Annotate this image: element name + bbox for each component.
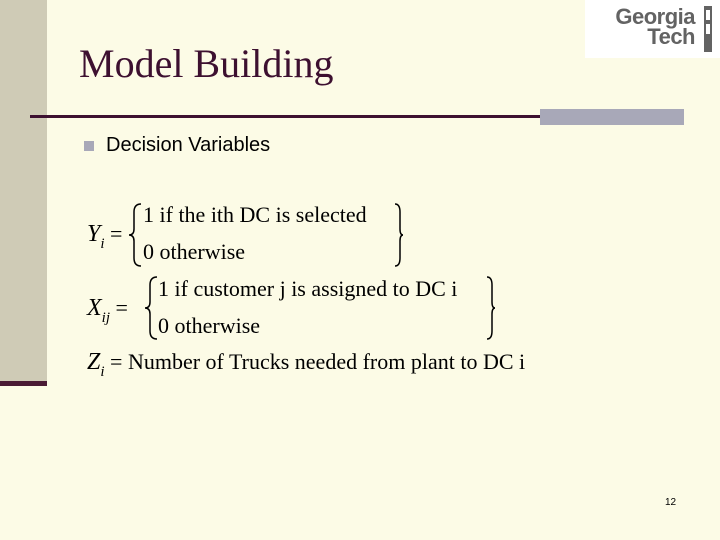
equation-y-lhs <box>87 221 122 253</box>
equation-y-case-2: 0 otherwise <box>143 239 246 264</box>
bullet-square-icon <box>84 141 94 151</box>
equation-y-right-brace <box>393 202 405 268</box>
logo-line-2: Tech <box>647 24 695 49</box>
equation-x-case-1: 1 if customer j is assigned to DC i <box>158 276 458 301</box>
equation-z-eq: = <box>110 349 123 374</box>
georgia-tech-logo <box>585 0 720 58</box>
logo-wordmark <box>593 4 695 49</box>
equation-x-right-brace <box>485 275 497 341</box>
equation-y-sub: i <box>100 236 105 252</box>
logo-tower-icon <box>702 6 714 52</box>
bullet-item <box>84 134 270 157</box>
equation-x-eq: = <box>115 295 128 320</box>
equation-y-eq: = <box>110 221 123 246</box>
left-sidebar-bar <box>0 0 47 384</box>
bullet-text: Decision Variables <box>106 134 271 156</box>
equation-x-case-2: 0 otherwise <box>158 313 261 338</box>
equation-z-sub: i <box>100 364 105 380</box>
equation-z <box>87 349 525 381</box>
equation-z-rhs: Number of Trucks needed from plant to DC i <box>127 349 526 374</box>
equation-y-left-brace <box>127 202 143 268</box>
equation-y-case-1: 1 if the ith DC is selected <box>143 202 367 227</box>
title-divider-accent <box>540 109 684 125</box>
equation-x-left-brace <box>143 275 159 341</box>
equation-x-lhs <box>87 295 128 327</box>
logo-line-1: Georgia <box>615 4 695 29</box>
equation-y-var: Y <box>87 221 101 247</box>
equation-z-var: Z <box>87 349 101 375</box>
slide-title: Model Building <box>79 41 334 86</box>
page-number: 12 <box>665 497 677 508</box>
equation-x-sub: ij <box>101 310 111 326</box>
equation-x-var: X <box>87 295 102 321</box>
left-bar-accent <box>0 381 47 386</box>
